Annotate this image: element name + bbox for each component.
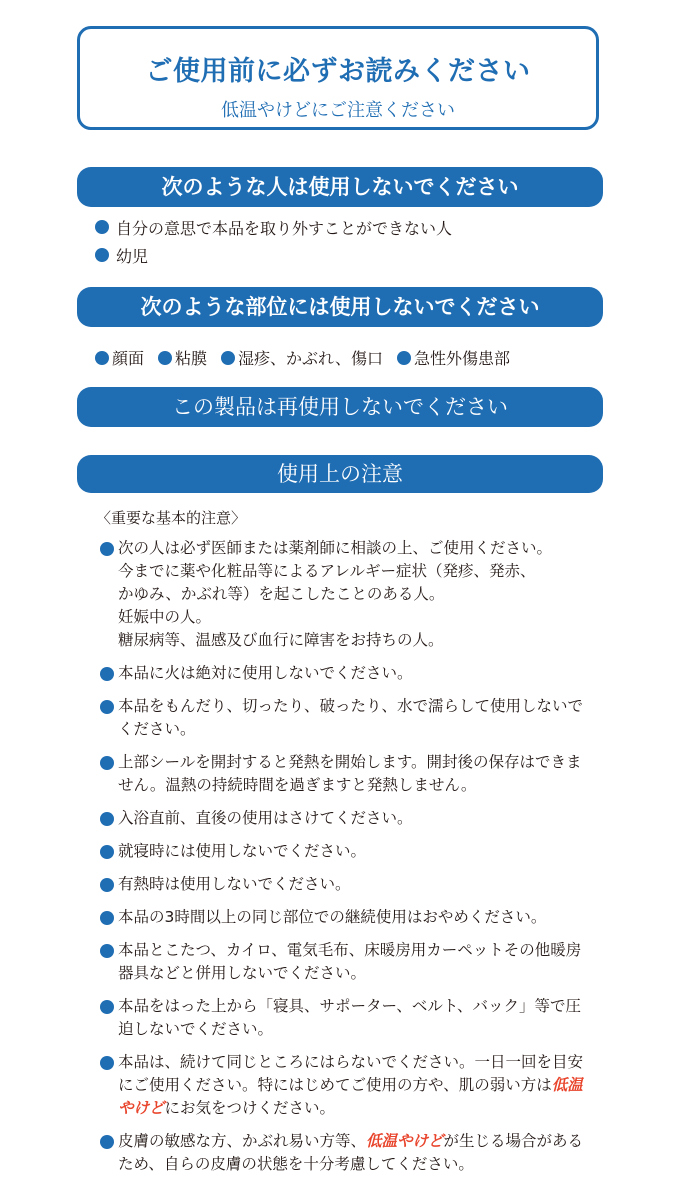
bullet-icon	[100, 1056, 114, 1070]
bullet-icon	[100, 944, 114, 958]
warning-text: 低温やけど	[366, 1132, 444, 1150]
list-item: 本品に火は絶対に使用しないでください。	[100, 662, 590, 685]
bullet-icon	[95, 220, 109, 234]
section-heading-persons: 次のような人は使用しないでください	[77, 167, 603, 207]
persons-list	[95, 213, 452, 269]
list-item: 有熱時は使用しないでください。	[100, 873, 590, 896]
list-item: 顔面	[95, 346, 144, 369]
section-heading-no-reuse: この製品は再使用しないでください	[77, 387, 603, 427]
list-item: 幼児	[95, 241, 452, 269]
section-heading-precautions: 使用上の注意	[77, 455, 603, 493]
list-item: 湿疹、かぶれ、傷口	[221, 346, 383, 369]
bullet-icon	[100, 812, 114, 826]
list-item: 本品をもんだり、切ったり、破ったり、水で濡らして使用しないでください。	[100, 695, 590, 741]
bullet-icon	[100, 700, 114, 714]
bullet-icon	[100, 911, 114, 925]
bullet-icon	[100, 1000, 114, 1014]
bullet-icon	[100, 878, 114, 892]
list-item: 次の人は必ず医師または薬剤師に相談の上、ご使用ください。 今までに薬や化粧品等によるアレルギー症状（発疹、発赤、 かゆみ、かぶれ等）を起こしたことのある人。 妊娠中の人。 糖尿病等、温感及び血行に障害をお持ちの人。	[100, 537, 590, 652]
body-parts-list	[95, 346, 510, 369]
list-item: 入浴直前、直後の使用はさけてください。	[100, 807, 590, 830]
list-item: 粘膜	[158, 346, 207, 369]
list-item: 上部シールを開封すると発熱を開始します。開封後の保存はできません。温熱の持続時間を過ぎますと発熱しません。	[100, 751, 590, 797]
list-item: 本品は、続けて同じところにはらないでください。一日一回を目安にご使用ください。特にはじめてご使用の方や、肌の弱い方は低温やけどにお気をつけください。	[100, 1051, 590, 1120]
bullet-icon	[100, 845, 114, 859]
list-item: 皮膚の敏感な方、かぶれ易い方等、低温やけどが生じる場合があるため、自らの皮膚の状態を十分考慮してください。	[100, 1130, 590, 1176]
list-item: 自分の意思で本品を取り外すことができない人	[95, 213, 452, 241]
section-heading-body-parts: 次のような部位には使用しないでください	[77, 287, 603, 327]
page-subtitle: 低温やけどにご注意ください	[221, 100, 455, 121]
bullet-icon	[100, 542, 114, 556]
bullet-icon	[100, 1135, 114, 1149]
page-title: ご使用前に必ずお読みください	[145, 56, 531, 87]
list-item: 本品の3時間以上の同じ部位での継続使用はおやめください。	[100, 906, 590, 929]
list-item: 急性外傷患部	[397, 346, 510, 369]
warning-text: 低温やけど	[118, 1076, 583, 1117]
bullet-icon	[100, 667, 114, 681]
precautions-list	[100, 537, 590, 1186]
bullet-icon	[100, 756, 114, 770]
header-box	[77, 26, 599, 130]
bullet-icon	[221, 351, 235, 365]
bullet-icon	[158, 351, 172, 365]
list-item: 本品をはった上から「寝具、サポーター、ベルト、バック」等で圧迫しないでください。	[100, 995, 590, 1041]
list-item: 就寝時には使用しないでください。	[100, 840, 590, 863]
precautions-subheading: 〈重要な基本的注意〉	[96, 509, 247, 527]
bullet-icon	[397, 351, 411, 365]
bullet-icon	[95, 351, 109, 365]
list-item: 本品とこたつ、カイロ、電気毛布、床暖房用カーペットその他暖房器具などと併用しないでください。	[100, 939, 590, 985]
bullet-icon	[95, 248, 109, 262]
